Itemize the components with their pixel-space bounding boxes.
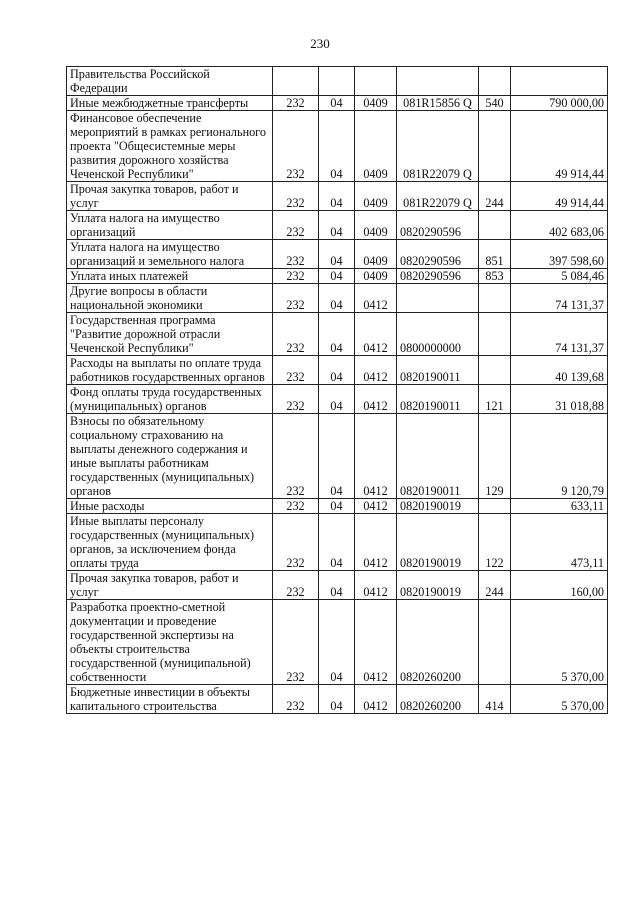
expense-type-cell bbox=[479, 284, 511, 313]
expense-name-cell: Финансовое обеспечение мероприятий в рамках регионального проекта "Общесистемные меры развития дорожного хозяйства Чеченской Республики" bbox=[67, 111, 273, 182]
expense-type-cell: 129 bbox=[479, 414, 511, 499]
section-code-cell: 04 bbox=[319, 111, 355, 182]
amount-cell: 790 000,00 bbox=[511, 96, 608, 111]
expense-name-cell: Уплата налога на имущество организаций bbox=[67, 211, 273, 240]
department-code-cell: 232 bbox=[273, 182, 319, 211]
subsection-code-cell: 0409 bbox=[355, 182, 397, 211]
subsection-code-cell: 0412 bbox=[355, 414, 397, 499]
expense-name-cell: Прочая закупка товаров, работ и услуг bbox=[67, 571, 273, 600]
expense-type-cell: 851 bbox=[479, 240, 511, 269]
expense-type-cell bbox=[479, 356, 511, 385]
amount-cell: 31 018,88 bbox=[511, 385, 608, 414]
expense-type-cell bbox=[479, 111, 511, 182]
amount-cell: 402 683,06 bbox=[511, 211, 608, 240]
expense-name-cell: Уплата иных платежей bbox=[67, 269, 273, 284]
department-code-cell: 232 bbox=[273, 284, 319, 313]
amount-cell: 633,11 bbox=[511, 499, 608, 514]
table-row bbox=[67, 571, 608, 600]
department-code-cell: 232 bbox=[273, 269, 319, 284]
department-code-cell bbox=[273, 67, 319, 96]
section-code-cell: 04 bbox=[319, 385, 355, 414]
table-row bbox=[67, 96, 608, 111]
subsection-code-cell: 0412 bbox=[355, 685, 397, 714]
expense-name-cell: Прочая закупка товаров, работ и услуг bbox=[67, 182, 273, 211]
target-article-cell: 0820190019 bbox=[397, 499, 479, 514]
expense-name-cell: Другие вопросы в области национальной экономики bbox=[67, 284, 273, 313]
target-article-cell: 0820290596 bbox=[397, 211, 479, 240]
table-row bbox=[67, 240, 608, 269]
target-article-cell: 0820260200 bbox=[397, 600, 479, 685]
expense-name-cell: Правительства Российской Федерации bbox=[67, 67, 273, 96]
expense-type-cell bbox=[479, 499, 511, 514]
amount-cell: 9 120,79 bbox=[511, 414, 608, 499]
subsection-code-cell: 0409 bbox=[355, 240, 397, 269]
expense-type-cell bbox=[479, 313, 511, 356]
subsection-code-cell: 0412 bbox=[355, 385, 397, 414]
page-number: 230 bbox=[310, 36, 330, 51]
subsection-code-cell: 0412 bbox=[355, 313, 397, 356]
amount-cell: 5 370,00 bbox=[511, 600, 608, 685]
amount-cell: 74 131,37 bbox=[511, 313, 608, 356]
department-code-cell: 232 bbox=[273, 211, 319, 240]
table-row bbox=[67, 211, 608, 240]
amount-cell: 49 914,44 bbox=[511, 182, 608, 211]
target-article-cell: 0820260200 bbox=[397, 685, 479, 714]
section-code-cell: 04 bbox=[319, 269, 355, 284]
target-article-cell: 0800000000 bbox=[397, 313, 479, 356]
expense-type-cell bbox=[479, 600, 511, 685]
department-code-cell: 232 bbox=[273, 356, 319, 385]
target-article-cell: 0820190011 bbox=[397, 356, 479, 385]
section-code-cell: 04 bbox=[319, 240, 355, 269]
target-article-cell: 0820190011 bbox=[397, 414, 479, 499]
amount-cell: 74 131,37 bbox=[511, 284, 608, 313]
table-row bbox=[67, 414, 608, 499]
amount-cell: 473,11 bbox=[511, 514, 608, 571]
amount-cell: 49 914,44 bbox=[511, 111, 608, 182]
department-code-cell: 232 bbox=[273, 600, 319, 685]
target-article-cell: 081R15856 Q bbox=[397, 96, 479, 111]
table-row bbox=[67, 356, 608, 385]
department-code-cell: 232 bbox=[273, 96, 319, 111]
subsection-code-cell bbox=[355, 67, 397, 96]
target-article-cell: 0820290596 bbox=[397, 269, 479, 284]
expense-type-cell bbox=[479, 67, 511, 96]
department-code-cell: 232 bbox=[273, 313, 319, 356]
subsection-code-cell: 0412 bbox=[355, 284, 397, 313]
target-article-cell: 0820190019 bbox=[397, 571, 479, 600]
department-code-cell: 232 bbox=[273, 499, 319, 514]
table-row bbox=[67, 685, 608, 714]
target-article-cell: 0820290596 bbox=[397, 240, 479, 269]
table-row bbox=[67, 514, 608, 571]
amount-cell: 5 084,46 bbox=[511, 269, 608, 284]
expense-type-cell bbox=[479, 211, 511, 240]
expense-type-cell: 853 bbox=[479, 269, 511, 284]
subsection-code-cell: 0412 bbox=[355, 571, 397, 600]
department-code-cell: 232 bbox=[273, 240, 319, 269]
expense-type-cell: 121 bbox=[479, 385, 511, 414]
expense-name-cell: Уплата налога на имущество организаций и земельного налога bbox=[67, 240, 273, 269]
subsection-code-cell: 0409 bbox=[355, 111, 397, 182]
expense-name-cell: Бюджетные инвестиции в объекты капитального строительства bbox=[67, 685, 273, 714]
department-code-cell: 232 bbox=[273, 111, 319, 182]
table-row bbox=[67, 499, 608, 514]
target-article-cell bbox=[397, 67, 479, 96]
target-article-cell: 081R22079 Q bbox=[397, 182, 479, 211]
target-article-cell: 0820190019 bbox=[397, 514, 479, 571]
subsection-code-cell: 0412 bbox=[355, 600, 397, 685]
expense-type-cell: 540 bbox=[479, 96, 511, 111]
expense-name-cell: Разработка проектно-сметной документации и проведение государственной экспертизы на объекты строительства государственной (муниципальной) собственности bbox=[67, 600, 273, 685]
expense-name-cell: Взносы по обязательному социальному страхованию на выплаты денежного содержания и иные выплаты работникам государственных (муниципальных) органов bbox=[67, 414, 273, 499]
target-article-cell: 081R22079 Q bbox=[397, 111, 479, 182]
department-code-cell: 232 bbox=[273, 685, 319, 714]
table-row bbox=[67, 385, 608, 414]
section-code-cell: 04 bbox=[319, 284, 355, 313]
subsection-code-cell: 0412 bbox=[355, 499, 397, 514]
amount-cell bbox=[511, 67, 608, 96]
expense-type-cell: 122 bbox=[479, 514, 511, 571]
amount-cell: 40 139,68 bbox=[511, 356, 608, 385]
section-code-cell: 04 bbox=[319, 356, 355, 385]
subsection-code-cell: 0412 bbox=[355, 514, 397, 571]
subsection-code-cell: 0409 bbox=[355, 96, 397, 111]
table-row bbox=[67, 182, 608, 211]
section-code-cell: 04 bbox=[319, 499, 355, 514]
expense-name-cell: Иные расходы bbox=[67, 499, 273, 514]
subsection-code-cell: 0409 bbox=[355, 211, 397, 240]
table-row bbox=[67, 67, 608, 96]
table-row bbox=[67, 269, 608, 284]
expense-name-cell: Расходы на выплаты по оплате труда работников государственных органов bbox=[67, 356, 273, 385]
section-code-cell: 04 bbox=[319, 571, 355, 600]
amount-cell: 397 598,60 bbox=[511, 240, 608, 269]
expense-type-cell: 244 bbox=[479, 571, 511, 600]
target-article-cell bbox=[397, 284, 479, 313]
section-code-cell: 04 bbox=[319, 514, 355, 571]
expense-name-cell: Иные выплаты персоналу государственных (муниципальных) органов, за исключением фонда оплаты труда bbox=[67, 514, 273, 571]
amount-cell: 160,00 bbox=[511, 571, 608, 600]
expense-name-cell: Фонд оплаты труда государственных (муниципальных) органов bbox=[67, 385, 273, 414]
table-row bbox=[67, 313, 608, 356]
section-code-cell: 04 bbox=[319, 211, 355, 240]
table-row bbox=[67, 284, 608, 313]
section-code-cell: 04 bbox=[319, 313, 355, 356]
table-row bbox=[67, 111, 608, 182]
department-code-cell: 232 bbox=[273, 571, 319, 600]
expense-type-cell: 414 bbox=[479, 685, 511, 714]
section-code-cell bbox=[319, 67, 355, 96]
budget-table bbox=[66, 66, 608, 714]
table-row bbox=[67, 600, 608, 685]
expense-name-cell: Иные межбюджетные трансферты bbox=[67, 96, 273, 111]
department-code-cell: 232 bbox=[273, 514, 319, 571]
department-code-cell: 232 bbox=[273, 385, 319, 414]
expense-type-cell: 244 bbox=[479, 182, 511, 211]
amount-cell: 5 370,00 bbox=[511, 685, 608, 714]
section-code-cell: 04 bbox=[319, 182, 355, 211]
subsection-code-cell: 0409 bbox=[355, 269, 397, 284]
expense-name-cell: Государственная программа "Развитие дорожной отрасли Чеченской Республики" bbox=[67, 313, 273, 356]
department-code-cell: 232 bbox=[273, 414, 319, 499]
target-article-cell: 0820190011 bbox=[397, 385, 479, 414]
section-code-cell: 04 bbox=[319, 96, 355, 111]
section-code-cell: 04 bbox=[319, 600, 355, 685]
section-code-cell: 04 bbox=[319, 685, 355, 714]
subsection-code-cell: 0412 bbox=[355, 356, 397, 385]
section-code-cell: 04 bbox=[319, 414, 355, 499]
